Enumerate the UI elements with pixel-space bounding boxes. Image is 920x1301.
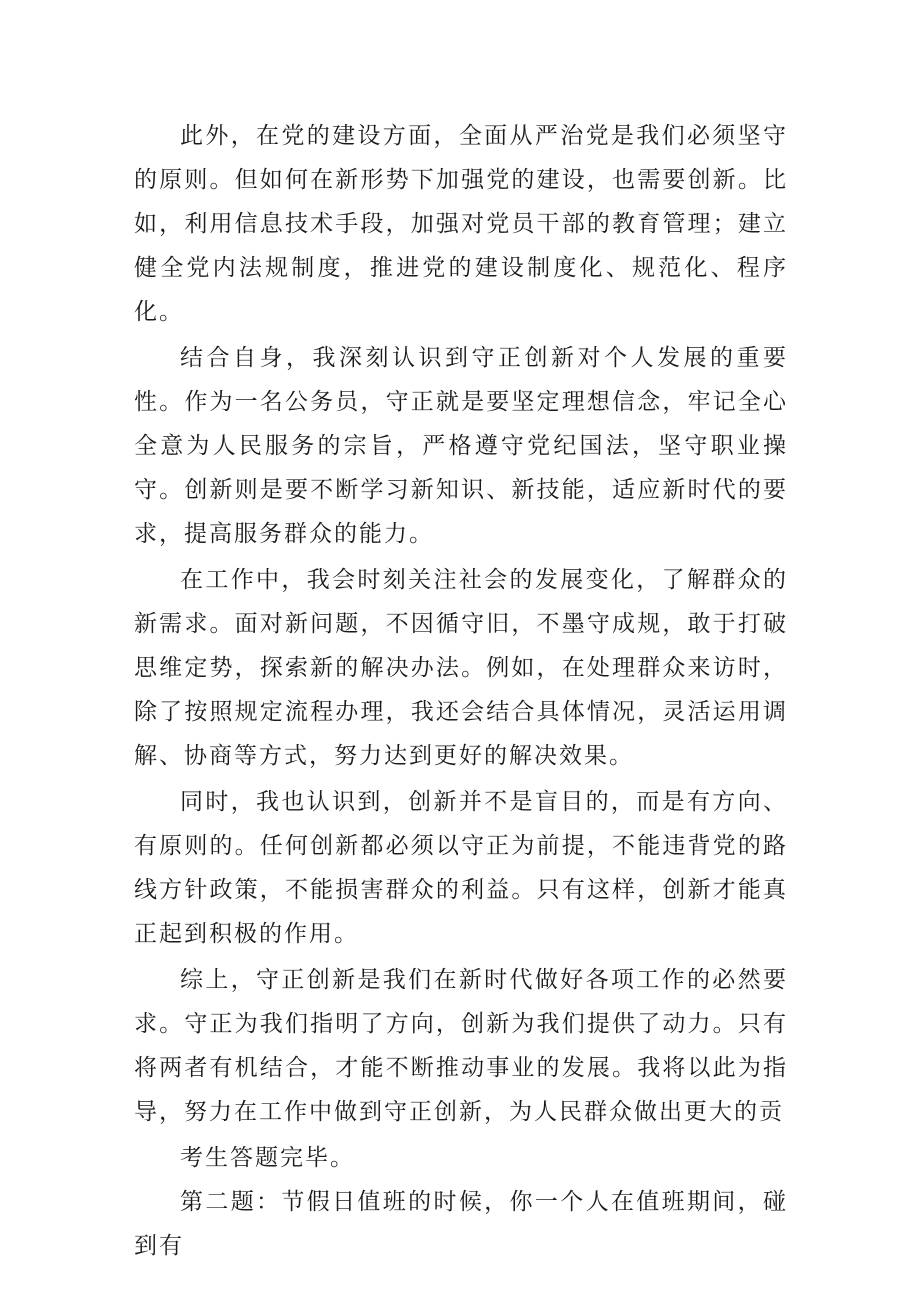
paragraph-second-question: 第二题：节假日值班的时候，你一个人在值班期间，碰到有 bbox=[134, 1189, 788, 1259]
paragraph-self-reflection: 结合自身，我深刻认识到守正创新对个人发展的重要性。作为一名公务员，守正就是要坚定理想信念，牢记全心全意为人民服务的宗旨，严格遵守党纪国法，坚守职业操守。创新则是要不断学习新知识、新技能，适应新时代的要求，提高服务群众的能力。 bbox=[134, 345, 788, 547]
paragraph-conclusion: 综上，守正创新是我们在新时代做好各项工作的必然要求。守正为我们指明了方向，创新为我们提供了动力。只有将两者有机结合，才能不断推动事业的发展。我将以此为指导，努力在工作中做到守正创新，为人民群众做出更大的贡 bbox=[134, 967, 788, 1125]
paragraph-party-building: 此外，在党的建设方面，全面从严治党是我们必须坚守的原则。但如何在新形势下加强党的建设，也需要创新。比如，利用信息技术手段，加强对党员干部的教育管理；建立健全党内法规制度，推进党的建设制度化、规范化、程序化。 bbox=[134, 123, 788, 325]
paragraph-innovation-direction: 同时，我也认识到，创新并不是盲目的，而是有方向、有原则的。任何创新都必须以守正为前提，不能违背党的路线方针政策，不能损害群众的利益。只有这样，创新才能真正起到积极的作用。 bbox=[134, 789, 788, 947]
paragraph-answer-complete: 考生答题完毕。 bbox=[180, 1145, 355, 1171]
paragraph-work-practice: 在工作中，我会时刻关注社会的发展变化，了解群众的新需求。面对新问题，不因循守旧，不墨守成规，敢于打破思维定势，探索新的解决办法。例如，在处理群众来访时，除了按照规定流程办理，我还会结合具体情况，灵活运用调解、协商等方式，努力达到更好的解决效果。 bbox=[134, 567, 788, 769]
document-body bbox=[134, 114, 788, 1268]
